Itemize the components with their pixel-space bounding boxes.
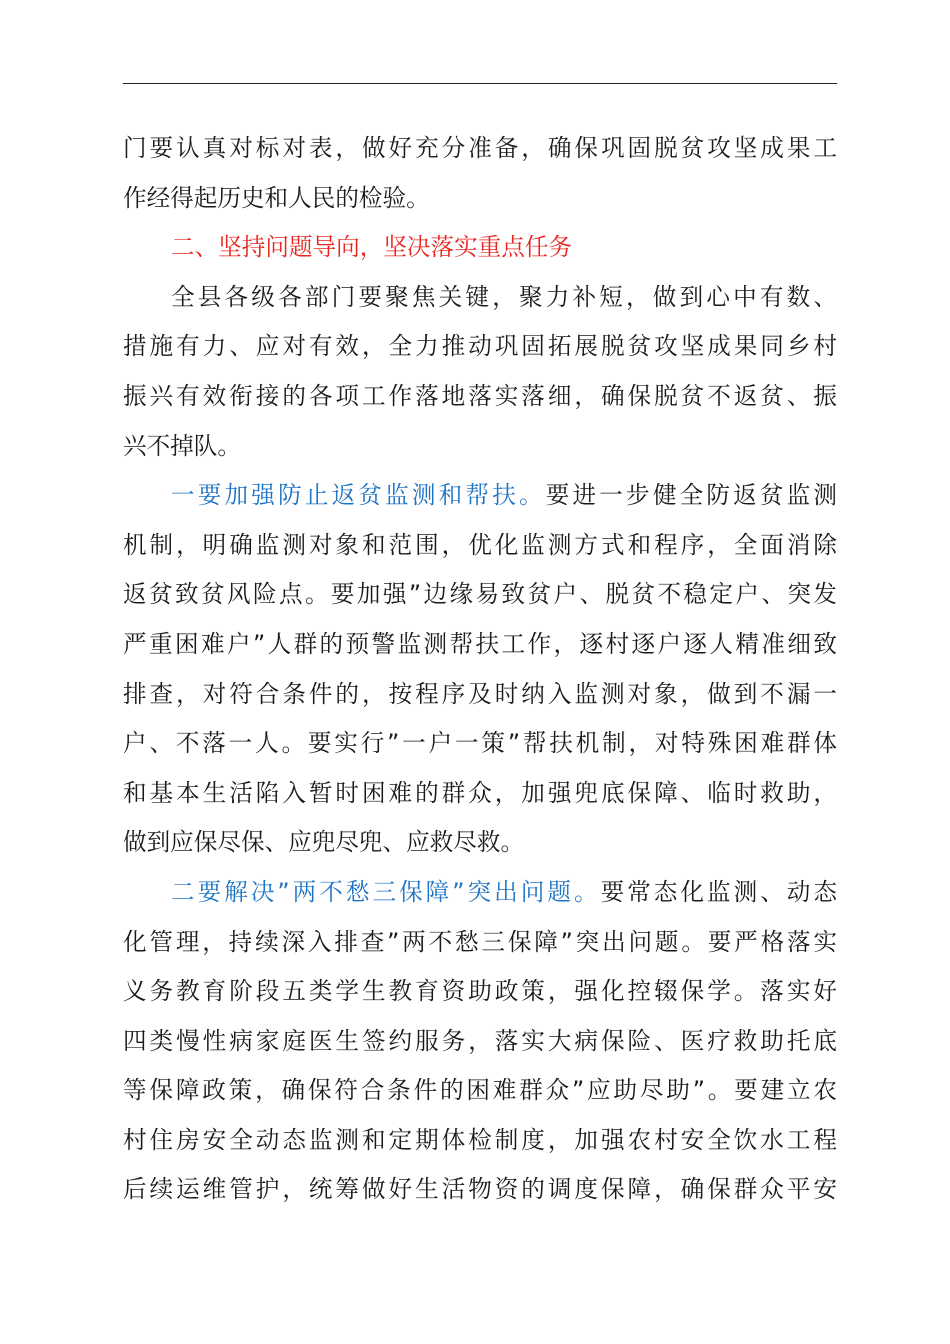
paragraph-lead-line bbox=[123, 471, 837, 521]
body-line: 和基本生活陷入暂时困难的群众，加强兜底保障、临时救助， bbox=[123, 778, 837, 807]
document-body bbox=[123, 124, 837, 1215]
body-line: 户、不落一人。要实行”一户一策”帮扶机制，对特殊困难群体 bbox=[123, 729, 837, 758]
header-rule bbox=[123, 83, 837, 84]
subheading-lead: 二要解决”两不愁三保障”突出问题。 bbox=[171, 877, 601, 906]
lead-rest: 要进一步健全防返贫监测 bbox=[545, 481, 837, 510]
body-line: 做到应保尽保、应兜尽兜、应救尽救。 bbox=[123, 828, 525, 857]
paragraph-lead-line bbox=[123, 868, 837, 918]
body-line: 义务教育阶段五类学生教育资助政策，强化控辍保学。落实好 bbox=[123, 977, 837, 1006]
body-line: 化管理，持续深入排查”两不愁三保障”突出问题。要严格落实 bbox=[123, 927, 837, 956]
body-line: 四类慢性病家庭医生签约服务，落实大病保险、医疗救助托底 bbox=[123, 1026, 837, 1055]
body-line: 村住房安全动态监测和定期体检制度，加强农村安全饮水工程 bbox=[123, 1125, 837, 1154]
body-line: 全县各级各部门要聚焦关键，聚力补短，做到心中有数、 bbox=[171, 282, 837, 311]
body-line: 兴不掉队。 bbox=[123, 431, 241, 460]
subheading-lead: 一要加强防止返贫监测和帮扶。 bbox=[171, 481, 546, 510]
body-line: 后续运维管护，统筹做好生活物资的调度保障，确保群众平安 bbox=[123, 1175, 837, 1204]
lead-rest: 要常态化监测、动态 bbox=[600, 877, 837, 906]
body-line: 机制，明确监测对象和范围，优化监测方式和程序，全面消除 bbox=[123, 530, 837, 559]
body-line: 严重困难户”人群的预警监测帮扶工作，逐村逐户逐人精准细致 bbox=[123, 629, 837, 658]
body-line: 作经得起历史和人民的检验。 bbox=[123, 183, 430, 212]
body-line: 措施有力、应对有效，全力推动巩固拓展脱贫攻坚成果同乡村 bbox=[123, 332, 837, 361]
body-line: 等保障政策，确保符合条件的困难群众”应助尽助”。要建立农 bbox=[123, 1076, 837, 1105]
body-line: 门要认真对标对表，做好充分准备，确保巩固脱贫攻坚成果工 bbox=[123, 134, 837, 162]
body-line: 排查，对符合条件的，按程序及时纳入监测对象，做到不漏一 bbox=[123, 679, 837, 708]
body-line: 振兴有效衔接的各项工作落地落实落细，确保脱贫不返贫、振 bbox=[123, 381, 837, 410]
section-heading: 二、坚持问题导向，坚决落实重点任务 bbox=[171, 233, 573, 262]
body-line: 返贫致贫风险点。要加强”边缘易致贫户、脱贫不稳定户、突发 bbox=[123, 580, 837, 609]
